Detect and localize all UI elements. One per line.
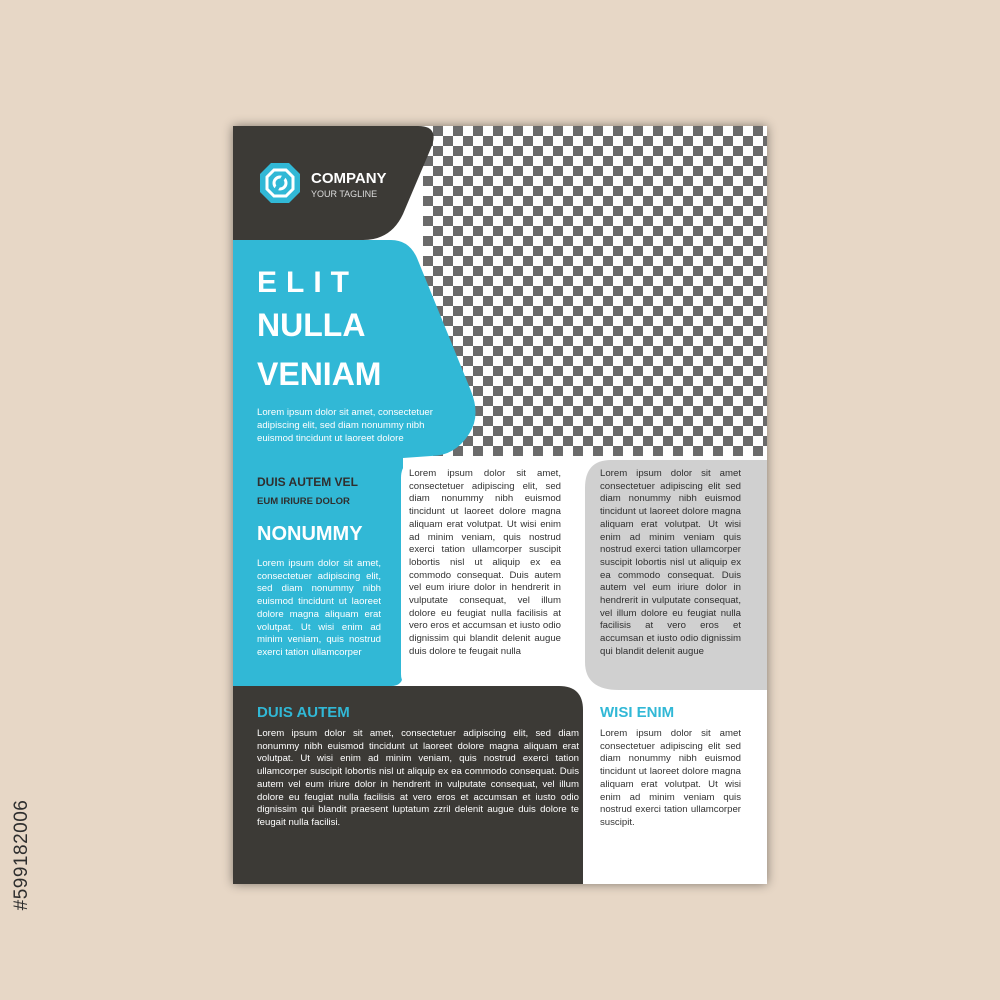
right-body-text: Lorem ipsum dolor sit amet consectetuer adipiscing elit sed diam nonummy nibh euismod tincidunt ut laoreet dolore magna aliquam erat volutpat. Ut wisi enim ad minim veniam quis nostrud exerci tation ullamcorper suscipit lobortis nisl ut aliquip ex ea commodo consequat. Duis autem vel eum iriure dolor in hendrerit in vulputate consequat, vel illum dolore eu feugiat nulla facilisis at vero eros et accumsan et iusto odio dignissim qui blandit delenit augue — [600, 468, 741, 657]
company-tagline: YOUR TAGLINE — [311, 189, 378, 199]
hero-title-line1: ELIT — [257, 266, 358, 299]
bottom-right-heading: WISI ENIM — [600, 704, 675, 721]
middle-body-text: Lorem ipsum dolor sit amet, consectetuer adipiscing elit, sed diam nonummy nibh euismod tincidunt ut laoreet dolore magna aliquam erat volutpat. Ut wisi enim ad minim veniam, quis nostrud exerci tation ullamcorper suscipit lobortis nisl ut aliquip ex ea commodo consequat. Duis autem vel eum iriure dolor in hendrerit in vulputate consequat, vel illum dolore eu feugiat nulla facilisis at vero eros et accumsan et iusto odio dignissim qui blandit delenit augue duis dolore te feugait nulla — [409, 468, 561, 657]
company-name: COMPANY — [311, 170, 387, 187]
bottom-right-body-text: Lorem ipsum dolor sit amet consectetuer adipiscing elit sed diam nonummy nibh euismod tincidunt ut laoreet dolore magna aliquam erat volutpat. Ut wisi enim ad minim veniam quis nostrud exerci tation ullamcorper suscipit. — [600, 728, 741, 828]
flyer-page — [233, 126, 767, 884]
hero-title-line2: NULLA — [257, 307, 366, 343]
hero-title-line3: VENIAM — [257, 356, 382, 392]
left-subheading-2: EUM IRIURE DOLOR — [257, 496, 350, 507]
left-body-text: Lorem ipsum dolor sit amet, consectetuer adipiscing elit, sed diam nonummy nibh euismod tincidunt ut laoreet dolore magna aliquam erat volutpat. Ut wisi enim ad minim veniam, quis nostrud exerci tation ullamcorper — [257, 558, 381, 658]
stock-id-label — [8, 755, 36, 955]
hero-intro-text: Lorem ipsum dolor sit amet, consectetuer adipiscing elit, sed diam nonummy nibh euismod tincidunt ut laoreet dolore — [257, 407, 433, 444]
bottom-left-heading: DUIS AUTEM — [257, 704, 350, 721]
stock-id-text: #599182006 — [11, 799, 32, 911]
bottom-left-body-text: Lorem ipsum dolor sit amet, consectetuer adipiscing elit, sed diam nonummy nibh euismod tincidunt ut laoreet dolore magna aliquam erat volutpat. Ut wisi enim ad minim veniam, quis nostrud exerci tation ullamcorper suscipit lobortis nisl ut aliquip ex ea commodo consequat. Duis autem vel eum iriure dolor in hendrerit in vulputate consequat, vel illum dolore eu feugiat nulla facilisis at vero eros et accumsan et iusto odio dignissim qui blandit praesent luptatum zzril delenit augue duis dolore te feugait nulla facilisi. — [257, 728, 579, 828]
left-subheading-1: DUIS AUTEM VEL — [257, 475, 358, 489]
left-heading: NONUMMY — [257, 523, 363, 545]
octagon-logo-icon — [259, 162, 301, 204]
